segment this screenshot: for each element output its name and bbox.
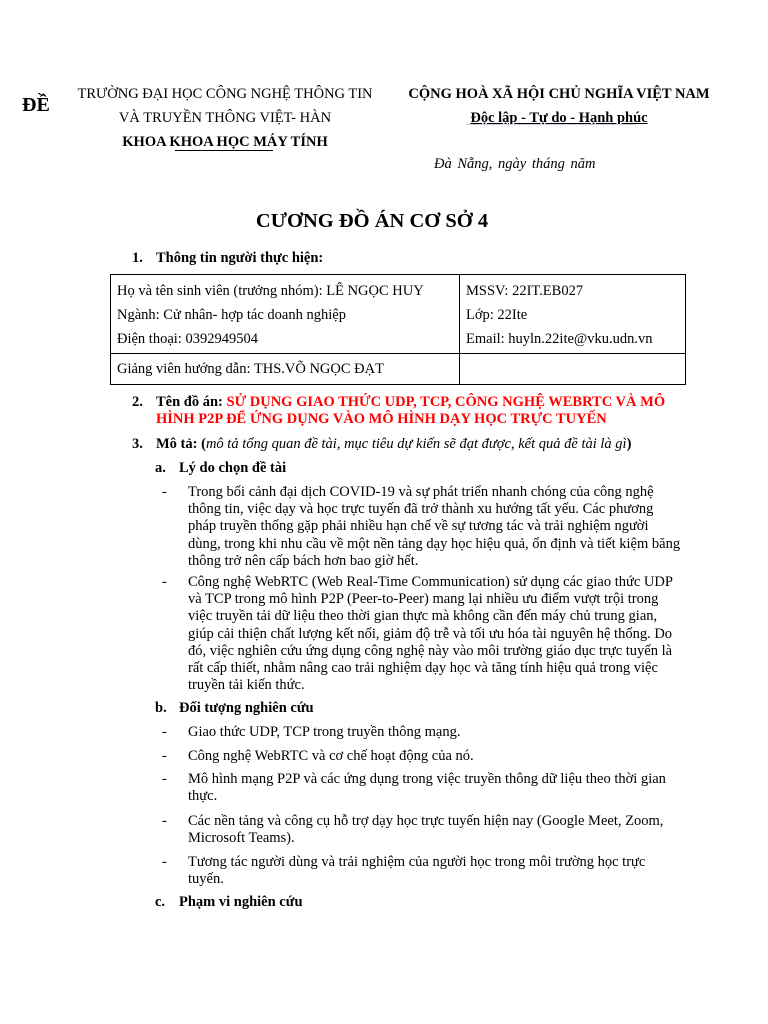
school-name-line2: VÀ TRUYỀN THÔNG VIỆT- HÀN	[118, 110, 332, 126]
table-row	[111, 354, 686, 385]
student-class: Lớp: 22Ite	[466, 307, 528, 323]
student-major: Ngành: Cử nhân- hợp tác doanh nghiệp	[117, 307, 346, 323]
student-email: Email: huyln.22ite@vku.udn.vn	[466, 331, 653, 347]
description-open-paren: (	[201, 436, 206, 452]
section-1-number: 1.	[132, 250, 143, 266]
description-label: Mô tả:	[156, 436, 198, 452]
description-close-paren: )	[626, 436, 632, 452]
student-info-cell	[111, 275, 460, 354]
bullet-dash: -	[162, 484, 167, 500]
advisor-cell	[111, 354, 460, 385]
list-item-text: Mô hình mạng P2P và các ứng dụng trong việc truyền thông dữ liệu theo thời gian thực.	[188, 771, 666, 805]
faculty-name: KHOA KHOA HỌC MÁY TÍNH	[122, 134, 328, 150]
list-item-text: Công nghệ WebRTC (Web Real-Time Communication) sử dụng các giao thức UDP và TCP trong mô hình P2P (Peer-to-Peer) mang lại nhiều ưu điểm vượt trội trong việc truyền tải dữ liệu theo thời gian thực mà không cần đến máy chủ trung gian, giúp cải thiện chất lượng kết nối, giảm độ trễ và tối ưu hóa tài nguyên hệ thống. Do đó, việc nghiên cứu ứng dụng công nghệ này vào môi trường giáo dục trực tuyến là rất cấp thiết, nhằm nâng cao trải nghiệm dạy học và tăng tính hiệu quả trong việc truyền tải kiến thức.	[188, 574, 673, 694]
subsection-c-title: Phạm vi nghiên cứu	[179, 894, 303, 910]
motto-underline	[466, 124, 636, 125]
bullet-dash: -	[162, 748, 167, 764]
bullet-dash: -	[162, 771, 167, 787]
list-item-text: Các nền tảng và công cụ hỗ trợ dạy học trực tuyến hiện nay (Google Meet, Zoom, Microsoft Teams).	[188, 813, 664, 847]
corner-mark: ĐỀ	[22, 94, 50, 116]
student-info-table	[110, 274, 686, 385]
description-note: mô tả tổng quan đề tài, mục tiêu dự kiến sẽ đạt được, kết quả đề tài là gì	[205, 436, 627, 452]
bullet-dash: -	[162, 854, 167, 870]
table-row	[111, 275, 686, 354]
student-name: Họ và tên sinh viên (trưởng nhóm): LÊ NGỌC HUY	[117, 283, 424, 299]
bullet-dash: -	[162, 574, 167, 590]
subsection-b-letter: b.	[155, 700, 167, 716]
list-item-text: Tương tác người dùng và trải nghiệm của người học trong môi trường học trực tuyến.	[188, 854, 646, 888]
subsection-c-letter: c.	[155, 894, 166, 910]
nation-header	[394, 82, 724, 130]
list-item-text: Giao thức UDP, TCP trong truyền thông mạng.	[188, 724, 461, 740]
section-1-title: Thông tin người thực hiện:	[156, 250, 324, 266]
bullet-dash: -	[162, 724, 167, 740]
national-motto: Độc lập - Tự do - Hạnh phúc	[470, 110, 648, 126]
list-item-text: Trong bối cảnh đại dịch COVID-19 và sự phát triển nhanh chóng của công nghệ thông tin, việc dạy và học trực tuyến đã trở thành xu hướng tất yếu. Các phương pháp truyền thống gặp phải nhiều hạn chế về sự tương tác và trải nghiệm người dùng, trong khi nhu cầu về một nền tảng dạy học hiệu quả, ổn định và tiết kiệm băng thông trở nên cấp bách hơn bao giờ hết.	[188, 484, 681, 569]
section-3-number: 3.	[132, 436, 143, 452]
school-header	[66, 82, 384, 154]
section-2-number: 2.	[132, 394, 143, 410]
topic-title: SỬ DỤNG GIAO THỨC UDP, TCP, CÔNG NGHỆ WEBRTC VÀ MÔ HÌNH P2P ĐỂ ỨNG DỤNG VÀO MÔ HÌNH DẠY HỌC TRỰC TUYẾN	[156, 394, 666, 427]
subsection-b-title: Đối tượng nghiên cứu	[179, 700, 314, 716]
subsection-a-title: Lý do chọn đề tài	[179, 460, 287, 476]
bullet-dash: -	[162, 813, 167, 829]
topic-label: Tên đồ án:	[156, 394, 223, 410]
subsection-a-letter: a.	[155, 460, 166, 476]
student-id: MSSV: 22IT.EB027	[466, 283, 584, 299]
student-contact-cell	[460, 275, 686, 354]
nation-name: CỘNG HOÀ XÃ HỘI CHỦ NGHĨA VIỆT NAM	[408, 86, 710, 102]
faculty-underline	[175, 150, 273, 151]
empty-cell	[460, 354, 686, 385]
date-line: Đà Nẵng, ngày tháng năm	[434, 156, 596, 172]
student-phone: Điện thoại: 0392949504	[117, 331, 258, 347]
document-title: CƯƠNG ĐỒ ÁN CƠ SỞ 4	[255, 210, 489, 232]
school-name-line1: TRƯỜNG ĐẠI HỌC CÔNG NGHỆ THÔNG TIN	[77, 86, 373, 102]
advisor-name: Giảng viên hướng dẫn: THS.VÕ NGỌC ĐẠT	[117, 361, 384, 377]
list-item-text: Công nghệ WebRTC và cơ chế hoạt động của nó.	[188, 748, 474, 764]
